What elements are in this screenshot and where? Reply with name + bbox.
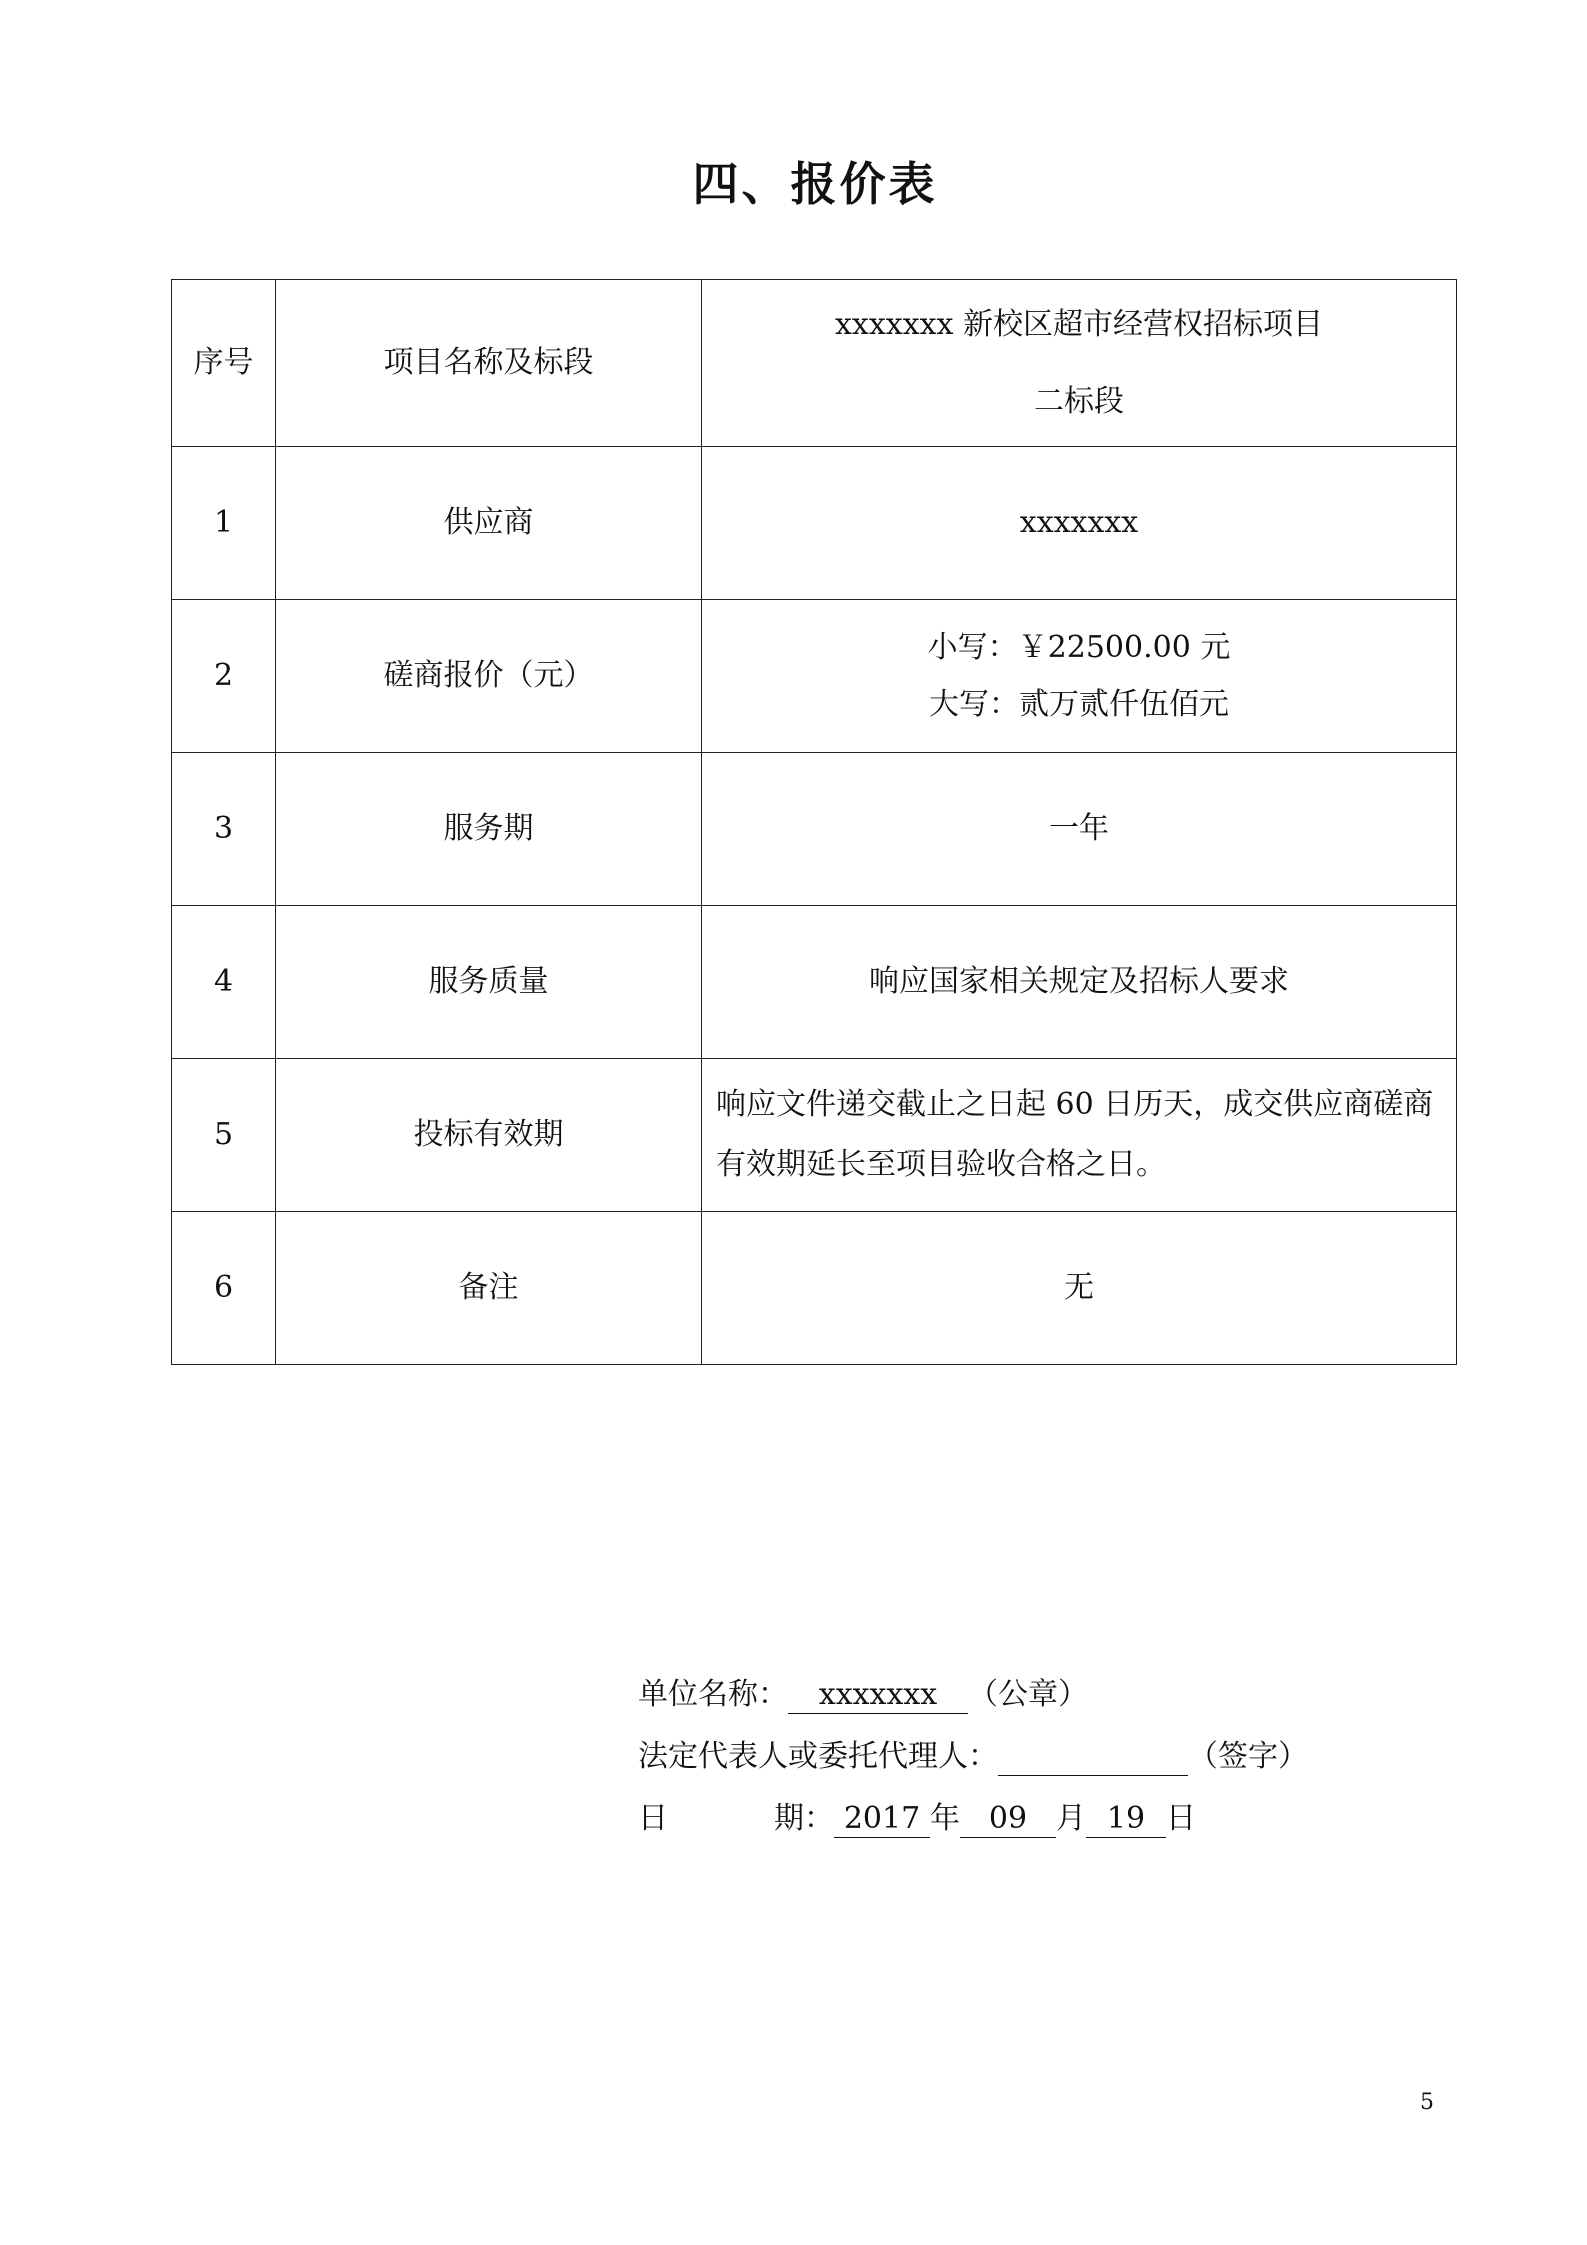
row-value <box>702 600 1457 753</box>
table-row <box>172 600 1457 753</box>
row-no: 2 <box>172 600 276 753</box>
table-row <box>172 1059 1457 1212</box>
project-name: xxxxxxx 新校区超市经营权招标项目 <box>835 307 1323 342</box>
rep-signature-blank <box>998 1739 1188 1776</box>
unit-label: 单位名称： <box>638 1677 788 1712</box>
page-title: 四、报价表 <box>692 157 938 211</box>
year-unit: 年 <box>930 1801 960 1836</box>
table-row <box>172 753 1457 906</box>
row-value: xxxxxxx <box>702 447 1457 600</box>
row-item: 磋商报价（元） <box>276 600 702 753</box>
unit-name-line <box>638 1664 1308 1726</box>
row-no: 6 <box>172 1212 276 1365</box>
table-header-row <box>172 280 1457 447</box>
rep-label: 法定代表人或委托代理人： <box>638 1739 998 1774</box>
project-lot: 二标段 <box>1034 384 1124 419</box>
date-month: 09 <box>960 1801 1056 1838</box>
date-line <box>638 1788 1308 1850</box>
signature-block <box>638 1664 1308 1850</box>
representative-line <box>638 1726 1308 1788</box>
day-unit: 日 <box>1166 1801 1196 1836</box>
header-no: 序号 <box>172 280 276 447</box>
row-no: 4 <box>172 906 276 1059</box>
price-uppercase: 大写：贰万贰仟伍佰元 <box>929 687 1229 722</box>
price-lowercase: 小写：￥22500.00 元 <box>927 630 1231 665</box>
date-year: 2017 <box>834 1801 930 1838</box>
row-value: 无 <box>702 1212 1457 1365</box>
table-row <box>172 906 1457 1059</box>
row-value: 响应文件递交截止之日起 60 日历天，成交供应商磋商有效期延长至项目验收合格之日。 <box>702 1059 1457 1212</box>
row-item: 投标有效期 <box>276 1059 702 1212</box>
row-value: 一年 <box>702 753 1457 906</box>
unit-value: xxxxxxx <box>788 1677 968 1714</box>
rep-suffix: （签字） <box>1188 1739 1308 1774</box>
date-day: 19 <box>1086 1801 1166 1838</box>
table-row <box>172 447 1457 600</box>
date-label-1: 日 <box>638 1801 668 1836</box>
table-row <box>172 1212 1457 1365</box>
row-item: 备注 <box>276 1212 702 1365</box>
page-number: 5 <box>1420 2090 1434 2115</box>
header-item: 项目名称及标段 <box>276 280 702 447</box>
row-no: 1 <box>172 447 276 600</box>
row-item: 供应商 <box>276 447 702 600</box>
row-no: 3 <box>172 753 276 906</box>
row-item: 服务质量 <box>276 906 702 1059</box>
row-no: 5 <box>172 1059 276 1212</box>
row-value: 响应国家相关规定及招标人要求 <box>702 906 1457 1059</box>
date-label-2: 期： <box>774 1801 834 1836</box>
month-unit: 月 <box>1056 1801 1086 1836</box>
row-item: 服务期 <box>276 753 702 906</box>
unit-suffix: （公章） <box>968 1677 1088 1712</box>
header-project <box>702 280 1457 447</box>
quote-table <box>171 279 1457 1365</box>
